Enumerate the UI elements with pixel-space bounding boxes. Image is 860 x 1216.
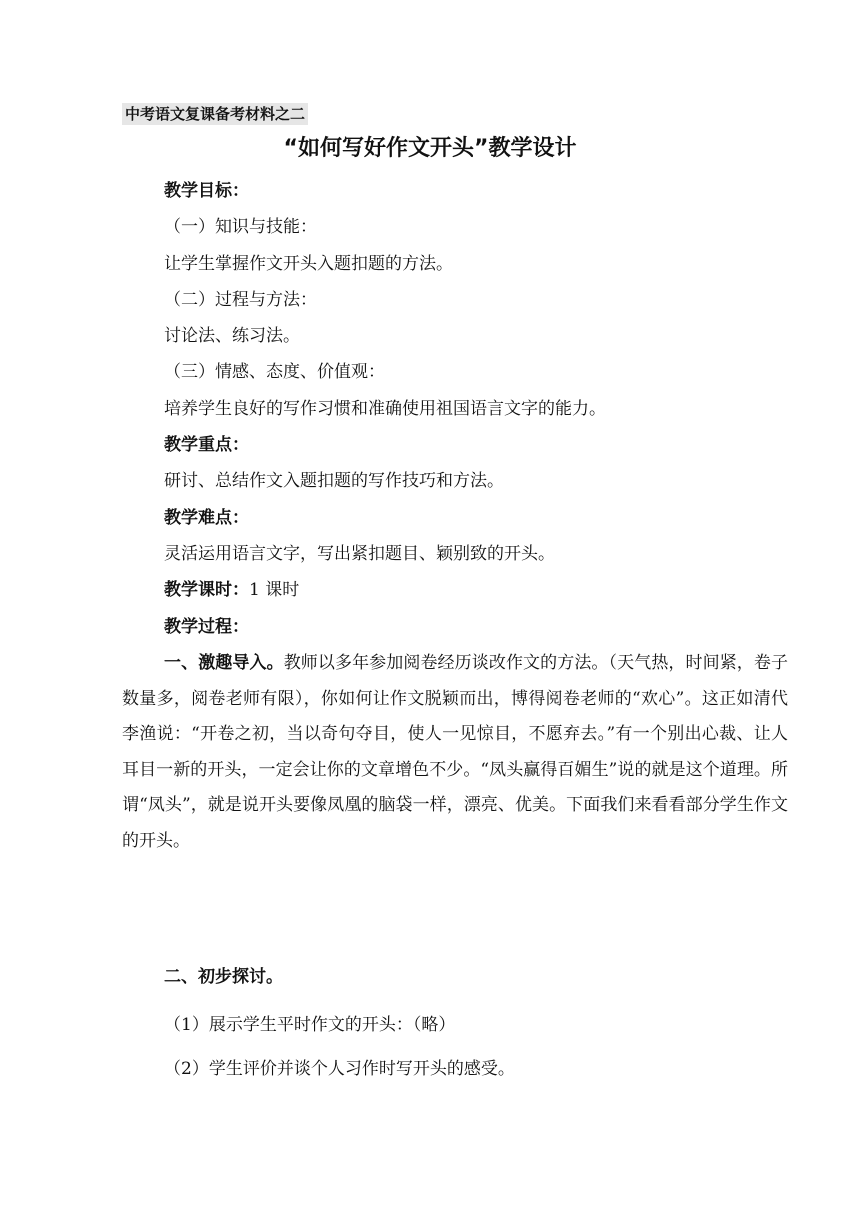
step1-text: 教师以多年参加阅卷经历谈改作文的方法。（天气热，时间紧，卷子数量多，阅卷老师有限），你如何让作文脱颖而出，博得阅卷老师的“欢心”。这正如清代李渔说：“开卷之初，当以奇句夺目，使人一见惊目，不愿弃去。”有一个别出心裁、让人耳目一新的开头，一定会让你的文章增色不少。“凤头赢得百媚生”说的就是这个道理。所谓“凤头”，就是说开头要像凤凰的脑袋一样，漂亮、优美。下面我们来看看部分学生作文的开头。 [122,653,789,851]
step1-paragraph [122,646,788,859]
objective-line: （三）情感、态度、价值观： [164,362,385,382]
key-points-text: 研讨、总结作文入题扣题的写作技巧和方法。 [164,471,504,491]
document-title: “如何写好作文开头”教学设计 [283,136,577,161]
step2-item: （1）展示学生平时作文的开头：（略） [164,1015,456,1035]
objective-line: （一）知识与技能： [164,217,317,237]
header-tag: 中考语文复课备考材料之二 [122,103,308,125]
objective-line: 讨论法、练习法。 [164,326,300,346]
process-heading: 教学过程： [164,617,249,637]
objectives-heading: 教学目标： [164,181,249,201]
difficulties-heading: 教学难点： [164,508,249,528]
objective-line: （二）过程与方法： [164,290,317,310]
key-points-heading: 教学重点： [164,435,249,455]
step1-label: 一、激趣导入。 [164,653,284,673]
hours-text: 1 课时 [249,580,300,600]
hours-line [164,578,299,602]
objective-line: 让学生掌握作文开头入题扣题的方法。 [164,254,453,274]
step2-label: 二、初步探讨。 [164,967,283,987]
difficulties-text: 灵活运用语言文字，写出紧扣题目、颖别致的开头。 [164,544,555,564]
hours-heading: 教学课时： [164,580,249,600]
step2-item: （2）学生评价并谈个人习作时写开头的感受。 [164,1059,515,1079]
objective-line: 培养学生良好的写作习惯和准确使用祖国语言文字的能力。 [164,399,606,419]
